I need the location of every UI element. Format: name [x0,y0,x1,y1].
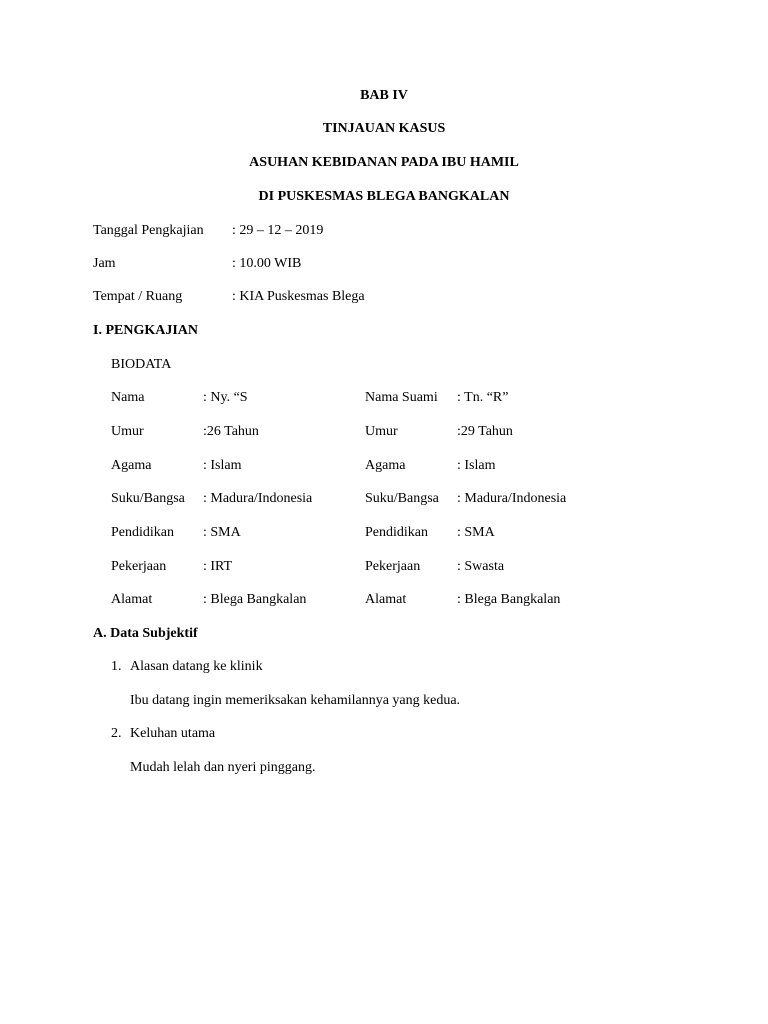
biodata-value-ethnicity-husband: : Madura/Indonesia [457,491,567,506]
subjective-item-number-1: 1. [111,659,122,674]
case-review-heading: TINJAUAN KASUS [322,121,446,136]
biodata-value-job-wife: : IRT [203,559,233,574]
biodata-value-religion-husband: : Islam [457,458,496,473]
biodata-value-education-husband: : SMA [457,525,495,540]
info-value-date: : 29 – 12 – 2019 [232,223,324,238]
biodata-label-religion-husband: Agama [365,458,406,473]
section-pengkajian-title: I. PENGKAJIAN [93,323,199,338]
biodata-value-age-husband: :29 Tahun [457,424,513,439]
biodata-label-education-husband: Pendidikan [365,525,428,540]
care-heading: ASUHAN KEBIDANAN PADA IBU HAMIL [249,155,519,170]
subjective-item-text-2: Mudah lelah dan nyeri pinggang. [130,760,316,775]
location-heading: DI PUSKESMAS BLEGA BANGKALAN [258,189,510,204]
biodata-label-age-husband: Umur [365,424,398,439]
biodata-label-address-wife: Alamat [111,592,153,607]
biodata-label-address-husband: Alamat [365,592,407,607]
chapter-heading: BAB IV [360,88,408,103]
biodata-value-ethnicity-wife: : Madura/Indonesia [203,491,313,506]
biodata-value-education-wife: : SMA [203,525,241,540]
biodata-value-age-wife: :26 Tahun [203,424,259,439]
info-label-place: Tempat / Ruang [93,289,183,304]
biodata-value-address-wife: : Blega Bangkalan [203,592,307,607]
biodata-label-ethnicity-wife: Suku/Bangsa [111,491,185,506]
info-label-time: Jam [93,256,116,271]
biodata-title: BIODATA [111,357,172,372]
biodata-value-job-husband: : Swasta [457,559,505,574]
subjective-item-text-1: Ibu datang ingin memeriksakan kehamilannya yang kedua. [130,693,461,708]
biodata-label-wife: Nama [111,390,145,405]
info-value-place: : KIA Puskesmas Blega [232,289,365,304]
biodata-label-ethnicity-husband: Suku/Bangsa [365,491,439,506]
biodata-value-address-husband: : Blega Bangkalan [457,592,561,607]
subjective-item-title-1: Alasan datang ke klinik [130,659,263,674]
biodata-label-education-wife: Pendidikan [111,525,174,540]
subjective-item-number-2: 2. [111,726,122,741]
biodata-label-religion-wife: Agama [111,458,152,473]
info-label-date: Tanggal Pengkajian [93,223,204,238]
biodata-label-age-wife: Umur [111,424,144,439]
biodata-label-job-husband: Pekerjaan [365,559,421,574]
biodata-value-wife: : Ny. “S [203,390,248,405]
subjective-item-title-2: Keluhan utama [130,726,216,741]
biodata-value-husband: : Tn. “R” [457,390,509,405]
biodata-label-husband: Nama Suami [365,390,438,405]
biodata-value-religion-wife: : Islam [203,458,242,473]
section-subjective-title: A. Data Subjektif [93,626,198,641]
info-value-time: : 10.00 WIB [232,256,302,271]
biodata-label-job-wife: Pekerjaan [111,559,167,574]
